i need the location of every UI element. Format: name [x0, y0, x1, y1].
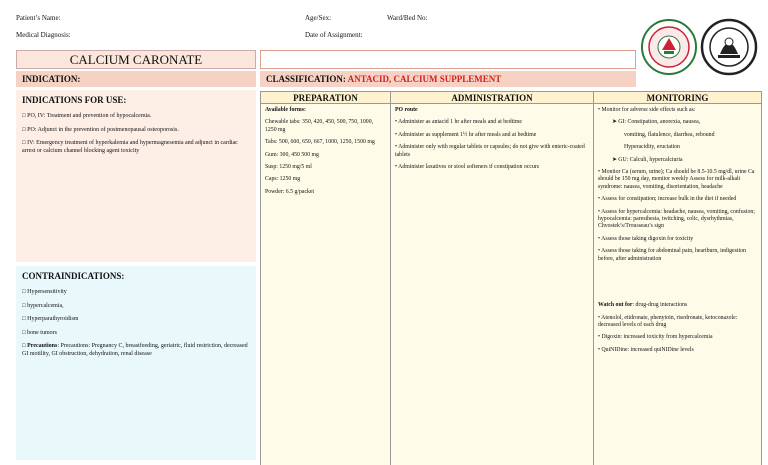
contraindication-item: □ bone tumors [22, 329, 57, 336]
monitoring-item: • Assess for constipation; increase bulk in the diet if needed [598, 196, 737, 203]
monitoring-gu-line: ➤ GU: Calculi, hypercalciuria [612, 156, 683, 163]
monitoring-gi-line: ➤ GI: Constipation, anorexia, nausea, [612, 119, 701, 126]
classification-bar [260, 71, 636, 87]
precautions-body: : Precautions: Pregnancy C, breastfeeding, geriatric, fluid restriction, decreased GI motility, GI obstruction, dehydration, renal disease [22, 343, 248, 357]
preparation-header: PREPARATION [261, 91, 390, 104]
classification-value: ANTACID, CALCIUM SUPPLEMENT [347, 74, 502, 84]
indication-item: □ PO: Adjunct in the prevention of postmenopausal osteoporosis. [22, 126, 179, 133]
preparation-line: Chewable tabs: 350, 420, 450, 500, 750, 1000, 1250 mg [265, 119, 374, 133]
age-sex-label: Age/Sex: [305, 14, 332, 22]
po-route-label: PO route [395, 107, 418, 113]
administration-item: • Administer as supplement 1½ hr after meals and at bedtime [395, 131, 537, 138]
monitoring-column [594, 91, 761, 465]
diagnosis-label: Medical Diagnosis: [16, 31, 71, 39]
precautions-text [22, 343, 250, 358]
contraindications-title: CONTRAINDICATIONS: [22, 271, 125, 281]
date-label: Date of Assignment: [305, 31, 363, 39]
preparation-line: Gum: 300, 450 500 mg [265, 151, 319, 158]
monitoring-item: • Monitor Ca (serum, urine); Ca should be 8.5-10.5 mg/dl, urine Ca should be 150 mg day, monitor weekly Assess for milk-alkali syndrome: nausea, vomiting, disorientation, headache [598, 169, 755, 190]
monitoring-item: • Assess those taking digoxin for toxicity [598, 235, 694, 242]
contraindication-item: □ Hyperparathyroidism [22, 316, 79, 322]
administration-header: ADMINISTRATION [391, 91, 593, 104]
monitoring-intro: • Monitor for adverse side effects such as: [598, 107, 696, 113]
monitoring-gi-line: Hyperacidity, eructation [624, 144, 680, 151]
administration-item: • Administer laxatives or stool softeners if constipation occurs [395, 164, 540, 171]
monitoring-item: • Assess for hypercalcemia: headache, nausea, vomiting, confusion; hypocalcemia: paresthesia, twitching, colic, dysrhythmias, Chvostek’s/Trousseau’s sign [598, 208, 755, 230]
interaction-item: • QuiNIDine: increased quiNIDine levels [598, 346, 694, 353]
administration-item: • Administer only with regular tablets or capsules; do not give with enteric-coated tablets [395, 144, 585, 158]
preparation-line: Tabs: 500, 600, 650, 667, 1000, 1250, 1500 mg [265, 139, 375, 146]
university-seal-logo [640, 18, 698, 81]
contraindication-item: □ hypercalcemia, [22, 302, 64, 309]
indication-item: □ PO, IV: Treatment and prevention of hypocalcemia. [22, 113, 152, 119]
watch-out-label: Watch out for [598, 302, 633, 309]
available-forms-label: Available forms: [265, 107, 306, 113]
preparation-line: Caps: 1250 mg [265, 176, 301, 183]
contraindication-item: □ Hypersensitivity [22, 289, 67, 295]
classification-label: CLASSIFICATION: [266, 74, 346, 84]
drug-title: CALCIUM CARONATE [16, 50, 256, 69]
watch-out-text: : drug-drug interactions [632, 302, 688, 309]
preparation-column [261, 91, 391, 465]
administration-item: • Administer as antacid 1 hr after meals and at bedtime [395, 119, 522, 126]
indication-bar [16, 71, 256, 87]
monitoring-gi-line: vomiting, flatulence, diarrhea, rebound [624, 131, 715, 138]
indication-label: INDICATION: [22, 74, 81, 84]
indications-title: INDICATIONS FOR USE: [22, 95, 127, 105]
indications-section [16, 90, 256, 262]
patient-name-label: Patient’s Name: [16, 14, 61, 22]
interaction-item: • Digoxin: increased toxicity from hypercalcemia [598, 334, 713, 341]
drug-info-table [260, 91, 762, 465]
monitoring-header: MONITORING [594, 91, 761, 104]
watch-out-line [598, 302, 757, 309]
ward-bed-label: Ward/Bed No: [387, 14, 428, 22]
preparation-line: Powder: 6.5 g/packet [265, 188, 315, 195]
college-seal-logo [700, 18, 758, 81]
administration-column [391, 91, 594, 465]
preparation-line: Susp: 1250 mg/5 ml [265, 164, 312, 171]
indication-item: □ IV: Emergency treatment of hyperkalemia and hypermagnesemia and adjunct in cardiac arrest or calcium channel blocking agent toxicity [22, 140, 238, 154]
monitoring-item: • Assess those taking for abdominal pain, heartburn, indigestion before, after administration [598, 248, 746, 262]
drug-name-field[interactable] [260, 50, 636, 69]
interaction-item: • Atenolol, etidronate, phenytoin, risedronate, ketoconazole: decreased levels of each drug [598, 314, 738, 328]
precautions-label: □ Precautions [22, 343, 58, 349]
contraindications-section [16, 266, 256, 460]
